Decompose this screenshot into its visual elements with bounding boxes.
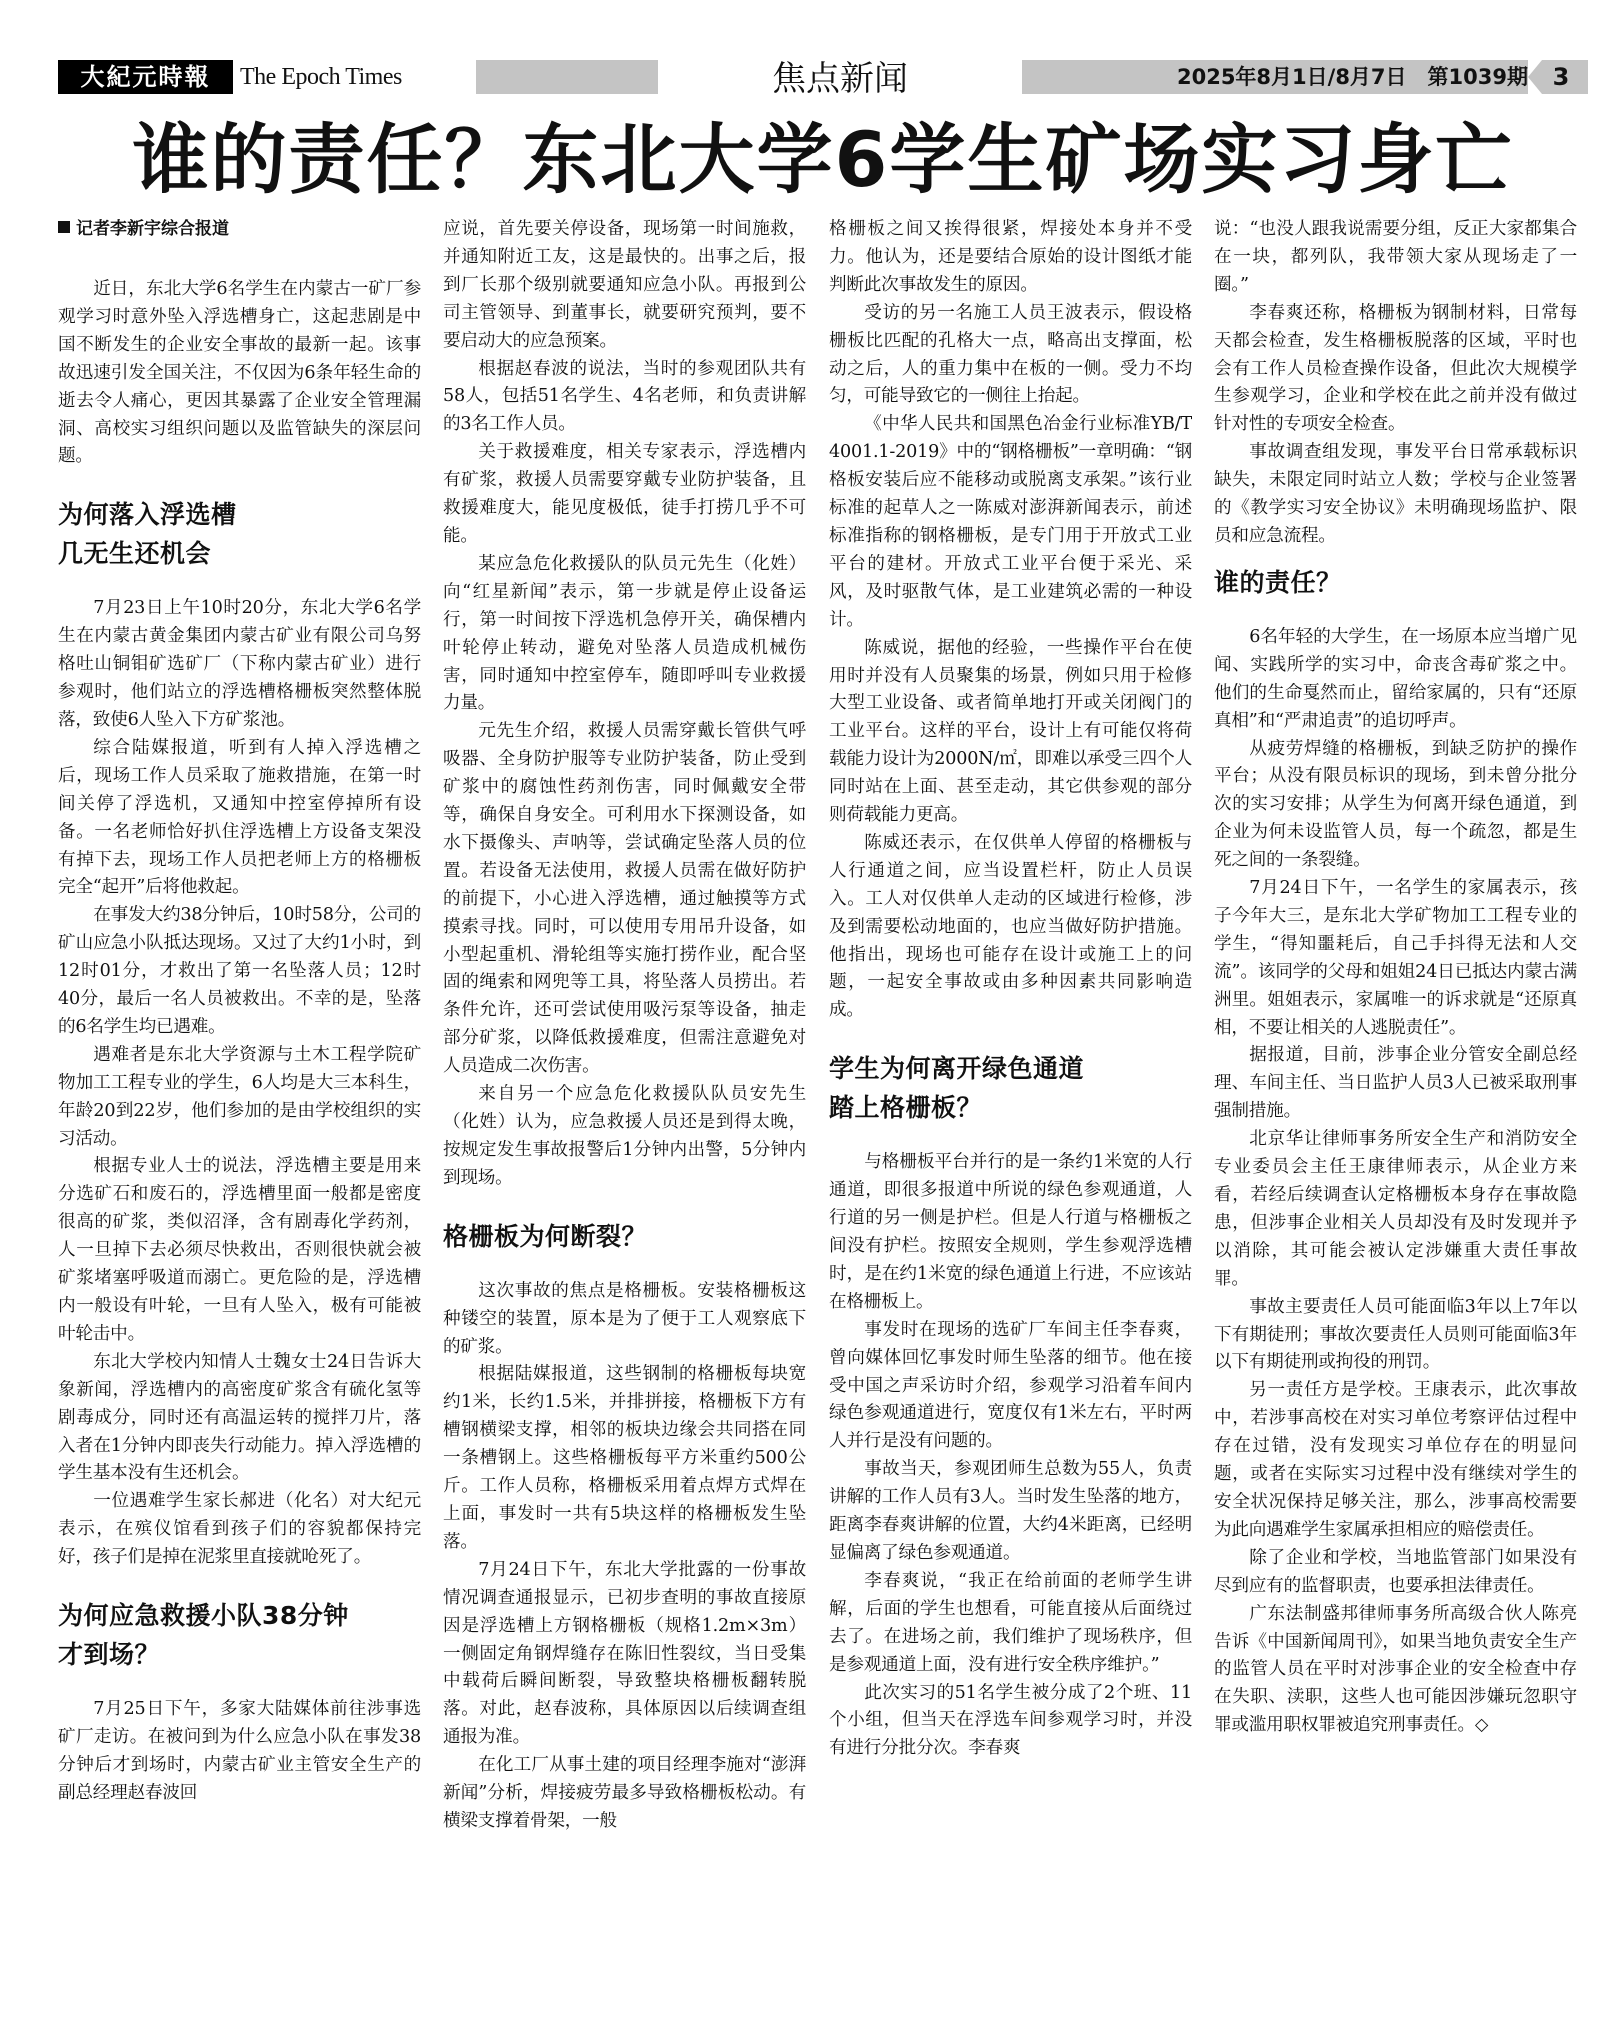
- paragraph: 除了企业和学校，当地监管部门如果没有尽到应有的监督职责，也要承担法律责任。: [1214, 1547, 1577, 1596]
- subheading-rescue-delay: [58, 1596, 421, 1674]
- header-rule-left: [476, 60, 658, 94]
- article-body: [58, 216, 1588, 2016]
- subheading-line: 为何应急救援小队38分钟: [58, 1601, 349, 1631]
- article-headline: 谁的责任？东北大学6学生矿场实习身亡: [132, 115, 1514, 204]
- subheading-whose-responsibility: 谁的责任？: [1214, 567, 1342, 597]
- paragraph: 来自另一个应急危化救援队队员安先生（化姓）认为，应急救援人员还是到得太晚，按规定发生事故报警后1分钟内出警，5分钟内到现场。: [443, 1084, 806, 1188]
- byline-text: 记者李新宇综合报道: [76, 219, 229, 239]
- paragraph: 综合陆媒报道，听到有人掉入浮选槽之后，现场工作人员采取了施救措施，在第一时间关停了浮选机，又通知中控室停掉所有设备。一名老师恰好扒住浮选槽上方设备支架没有掉下去，现场工作人员把老师上方的格栅板完全“起开”后将他救起。: [58, 737, 421, 898]
- subheading-line: 才到场？: [58, 1640, 161, 1670]
- column-3: [829, 216, 1192, 2016]
- paragraph: 7月24日下午，一名学生的家属表示，孩子今年大三，是东北大学矿物加工工程专业的学生，“得知噩耗后，自己手抖得无法和人交流”。该同学的父母和姐姐24日已抵达内蒙古满洲里。姐姐表示，家属唯一的诉求就是“还原真相，不要让相关的人逃脱责任”。: [1214, 878, 1577, 1038]
- running-header: [58, 58, 1588, 100]
- paragraph-text: 广东法制盛邦律师事务所高级合伙人陈亮告诉《中国新闻周刊》，如果当地负责安全生产的监管人员在平时对涉事企业的安全检查中存在失职、渎职，这些人也可能因涉嫌玩忽职守罪或滥用职权罪被追究刑事责任。: [1214, 1603, 1577, 1736]
- paragraph: 事故当天，参观团师生总数为55人，负责讲解的工作人员有3人。当时发生坠落的地方，距离李春爽讲解的位置，大约4米距离，已经明显偏离了绿色参观通道。: [829, 1459, 1192, 1563]
- paragraph: 根据陆媒报道，这些钢制的格栅板每块宽约1米，长约1.5米，并排拼接，格栅板下方有槽钢横梁支撑，相邻的板块边缘会共同搭在同一条槽钢上。这些格栅板每平方米重约500公斤。工作人员称，格栅板采用着点焊方式焊在上面，事发时一共有5块这样的格栅板发生坠落。: [443, 1364, 806, 1552]
- page-number: 3: [1552, 63, 1570, 91]
- paragraph: 此次实习的51名学生被分成了2个班、11个小组，但当天在浮选车间参观学习时，并没有进行分批分次。李春爽: [829, 1682, 1192, 1759]
- paragraph: 一位遇难学生家长郝进（化名）对大纪元表示，在殡仪馆看到孩子们的容貌都保持完好，孩子们是掉在泥浆里直接就呛死了。: [58, 1491, 421, 1568]
- subheading-green-path: [829, 1049, 1192, 1127]
- paragraph: 陈威说，据他的经验，一些操作平台在使用时并没有人员聚集的场景，例如只用于检修大型工业设备、或者简单地打开或关闭阀门的工业平台。这样的平台，设计上有可能仅将荷载能力设计为2000N/㎡，即难以承受三四个人同时站在上面、甚至走动，其它供参观的部分则荷载能力更高。: [829, 637, 1192, 826]
- paragraph: 与格栅板平台并行的是一条约1米宽的人行通道，即很多报道中所说的绿色参观通道，人行道的另一侧是护栏。但是人行道与格栅板之间没有护栏。按照安全规则，学生参观浮选槽时，是在约1米宽的绿色通道上行进，不应该站在格栅板上。: [829, 1152, 1192, 1312]
- paragraph: 某应急危化救援队的队员元先生（化姓）向“红星新闻”表示，第一步就是停止设备运行，第一时间按下浮选机急停开关，确保槽内叶轮停止转动，避免对坠落人员造成机械伤害，同时通知中控室停车，随即呼叫专业救援力量。: [443, 553, 806, 714]
- paragraph: 据报道，目前，涉事企业分管安全副总经理、车间主任、当日监护人员3人已被采取刑事强制措施。: [1214, 1045, 1577, 1122]
- paragraph: 另一责任方是学校。王康表示，此次事故中，若涉事高校在对实习单位考察评估过程中存在过错，没有发现实习单位存在的明显问题，或者在实际实习过程中没有继续对学生的安全状况保持足够关注，那么，涉事高校需要为此向遇难学生家属承担相应的赔偿责任。: [1214, 1380, 1577, 1540]
- paragraph: 陈威还表示，在仅供单人停留的格栅板与人行通道之间，应当设置栏杆，防止人员误入。工人对仅供单人走动的区域进行检修，涉及到需要松动地面的，也应当做好防护措施。他指出，现场也可能存在设计或施工上的问题，一起安全事故或由多种因素共同影响造成。: [829, 832, 1192, 1021]
- paragraph: 事故调查组发现，事发平台日常承载标识缺失，未限定同时站立人数；学校与企业签署的《教学实习安全协议》未明确现场监护、限员和应急流程。: [1214, 442, 1577, 546]
- byline-square-icon: [58, 221, 70, 233]
- subheading-why-fall: [58, 495, 421, 573]
- byline: [58, 216, 421, 242]
- paragraph: 应说，首先要关停设备，现场第一时间施救，并通知附近工友，这是最快的。出事之后，报到厂长那个级别就要通知应急小队。再报到公司主管领导、到董事长，就要研究预判，要不要启动大的应急预案。: [443, 219, 806, 351]
- paragraph: 《中华人民共和国黑色冶金行业标准YB/T 4001.1-2019》中的“钢格栅板”一章明确：“钢格板安装后应不能移动或脱离支承架。”该行业标准的起草人之一陈威对澎湃新闻表示，前述标准指称的钢格栅板，是专门用于开放式工业平台的建材。开放式工业平台便于采光、采风，及时驱散气体，是工业建筑必需的一种设计。: [829, 414, 1192, 630]
- paragraph: 从疲劳焊缝的格栅板，到缺乏防护的操作平台；从没有限员标识的现场，到未曾分批分次的实习安排；从学生为何离开绿色通道，到企业为何未设监管人员，每一个疏忽，都是生死之间的一条裂缝。: [1214, 738, 1577, 871]
- column-4: [1214, 216, 1577, 2016]
- issue-dateline: 2025年8月1日/8月7日 第1039期: [1176, 65, 1528, 89]
- column-2: [443, 216, 806, 2016]
- subheading-line: 为何落入浮选槽: [58, 500, 237, 530]
- paragraph: 北京华让律师事务所安全生产和消防安全专业委员会主任王康律师表示，从企业方来看，若经后续调查认定格栅板本身存在事故隐患，但涉事企业相关人员却没有及时发现并予以消除，其可能会被认定涉嫌重大责任事故罪。: [1214, 1129, 1577, 1289]
- column-1: [58, 216, 421, 2016]
- section-title: 焦点新闻: [772, 59, 908, 99]
- paragraph: 这次事故的焦点是格栅板。安装格栅板这种镂空的装置，原本是为了便于工人观察底下的矿浆。: [443, 1280, 806, 1357]
- paragraph: 7月23日上午10时20分，东北大学6名学生在内蒙古黄金集团内蒙古矿业有限公司乌努格吐山铜钼矿选矿厂（下称内蒙古矿业）进行参观时，他们站立的浮选槽格栅板突然整体脱落，致使6人坠入下方矿浆池。: [58, 598, 421, 730]
- end-mark-icon: ◇: [1474, 1715, 1489, 1736]
- paragraph: 在事发大约38分钟后，10时58分，公司的矿山应急小队抵达现场。又过了大约1小时，到12时01分，才救出了第一名坠落人员；12时40分，最后一名人员被救出。不幸的是，坠落的6名学生均已遇难。: [58, 905, 421, 1037]
- subheading-grating-break: 格栅板为何断裂？: [443, 1221, 648, 1251]
- subheading-line: 学生为何离开绿色通道: [829, 1054, 1085, 1084]
- subheading-line: 踏上格栅板？: [829, 1093, 983, 1123]
- paragraph: 李春爽还称，格栅板为钢制材料，日常每天都会检查，发生格栅板脱落的区域，平时也会有工作人员检查操作设备，但此次大规模学生参观学习，企业和学校在此之前并没有做过针对性的专项安全检查。: [1214, 302, 1577, 435]
- paragraph: 东北大学校内知情人士魏女士24日告诉大象新闻，浮选槽内的高密度矿浆含有硫化氢等剧毒成分，同时还有高温运转的搅拌刀片，落入者在1分钟内即丧失行动能力。掉入浮选槽的学生基本没有生还机会。: [58, 1351, 421, 1484]
- paragraph: 说：“也没人跟我说需要分组，反正大家都集合在一块，都列队，我带领大家从现场走了一圈。”: [1214, 219, 1577, 295]
- paragraph: 元先生介绍，救援人员需穿戴长管供气呼吸器、全身防护服等专业防护装备，防止受到矿浆中的腐蚀性药剂伤害，同时佩戴安全带等，确保自身安全。可利用水下探测设备，如水下摄像头、声呐等，尝试确定坠落人员的位置。若设备无法使用，救援人员需在做好防护的前提下，小心进入浮选槽，通过触摸等方式摸索寻找。同时，可以使用专用吊升设备，如小型起重机、滑轮组等实施打捞作业，配合坚固的绳索和网兜等工具，将坠落人员捞出。若条件允许，还可尝试使用吸污泵等设备，抽走部分矿浆，以降低救援难度，但需注意避免对人员造成二次伤害。: [443, 721, 806, 1077]
- logo-chinese: 大紀元時報: [58, 60, 233, 94]
- paragraph: 关于救援难度，相关专家表示，浮选槽内有矿浆，救援人员需要穿戴专业防护装备，且救援难度大，能见度极低，徒手打捞几乎不可能。: [443, 442, 806, 546]
- logo-english: The Epoch Times: [240, 64, 402, 90]
- paragraph: 根据赵春波的说法，当时的参观团队共有58人，包括51名学生、4名老师，和负责讲解的3名工作人员。: [443, 358, 806, 435]
- paragraph: 6名年轻的大学生，在一场原本应当增广见闻、实践所学的实习中，命丧含毒矿浆之中。他们的生命戛然而止，留给家属的，只有“还原真相”和“严肃追责”的追切呼声。: [1214, 626, 1577, 731]
- paragraph: 7月25日下午，多家大陆媒体前往涉事选矿厂走访。在被问到为什么应急小队在事发38分钟后才到场时，内蒙古矿业主管安全生产的副总经理赵春波回: [58, 1699, 421, 1803]
- paragraph: 7月24日下午，东北大学批露的一份事故情况调查通报显示，已初步查明的事故直接原因是浮选槽上方钢格栅板（规格1.2m×3m）一侧固定角钢焊缝存在陈旧性裂纹，当日受集中载荷后瞬间断裂，导致整块格栅板翻转脱落。对此，赵春波称，具体原因以后续调查组通报为准。: [443, 1559, 806, 1748]
- paragraph: 李春爽说，“我正在给前面的老师学生讲解，后面的学生也想看，可能直接从后面绕过去了。在进场之前，我们维护了现场秩序，但是参观通道上面，没有进行安全秩序维护。”: [829, 1570, 1192, 1675]
- paragraph-final: [1214, 1601, 1577, 1741]
- paragraph: 受访的另一名施工人员王波表示，假设格栅板比匹配的孔格大一点，略高出支撑面，松动之后，人的重力集中在板的一侧。受力不均匀，可能导致它的一侧往上抬起。: [829, 302, 1192, 407]
- paragraph: 近日，东北大学6名学生在内蒙古一矿厂参观学习时意外坠入浮选槽身亡，这起悲剧是中国不断发生的企业安全事故的最新一起。该事故迅速引发全国关注，不仅因为6条年轻生命的逝去令人痛心，更因其暴露了企业安全管理漏洞、高校实习组织问题以及监管缺失的深层问题。: [58, 279, 421, 467]
- paragraph: 事发时在现场的选矿厂车间主任李春爽，曾向媒体回忆事发时师生坠落的细节。他在接受中国之声采访时介绍，参观学习沿着车间内绿色参观通道进行，宽度仅有1米左右，平时两人并行是没有问题的。: [829, 1319, 1192, 1452]
- paragraph: 根据专业人士的说法，浮选槽主要是用来分选矿石和废石的，浮选槽里面一般都是密度很高的矿浆，类似沼泽，含有剧毒化学药剂，人一旦掉下去必须尽快救出，否则很快就会被矿浆堵塞呼吸道而溺亡。更危险的是，浮选槽内一般设有叶轮，一旦有人坠入，极有可能被叶轮击中。: [58, 1156, 421, 1344]
- paragraph: 事故主要责任人员可能面临3年以上7年以下有期徒刑；事故次要责任人员则可能面临3年以下有期徒刑或拘役的刑罚。: [1214, 1296, 1577, 1373]
- paragraph: 在化工厂从事土建的项目经理李施对“澎湃新闻”分析，焊接疲劳最多导致格栅板松动。有横梁支撑着骨架，一般: [443, 1755, 806, 1831]
- paragraph: 格栅板之间又挨得很紧，焊接处本身并不受力。他认为，还是要结合原始的设计图纸才能判断此次事故发生的原因。: [829, 219, 1192, 295]
- subheading-line: 几无生还机会: [58, 539, 212, 569]
- paragraph: 遇难者是东北大学资源与土木工程学院矿物加工工程专业的学生，6人均是大三本科生，年龄20到22岁，他们参加的是由学校组织的实习活动。: [58, 1044, 421, 1149]
